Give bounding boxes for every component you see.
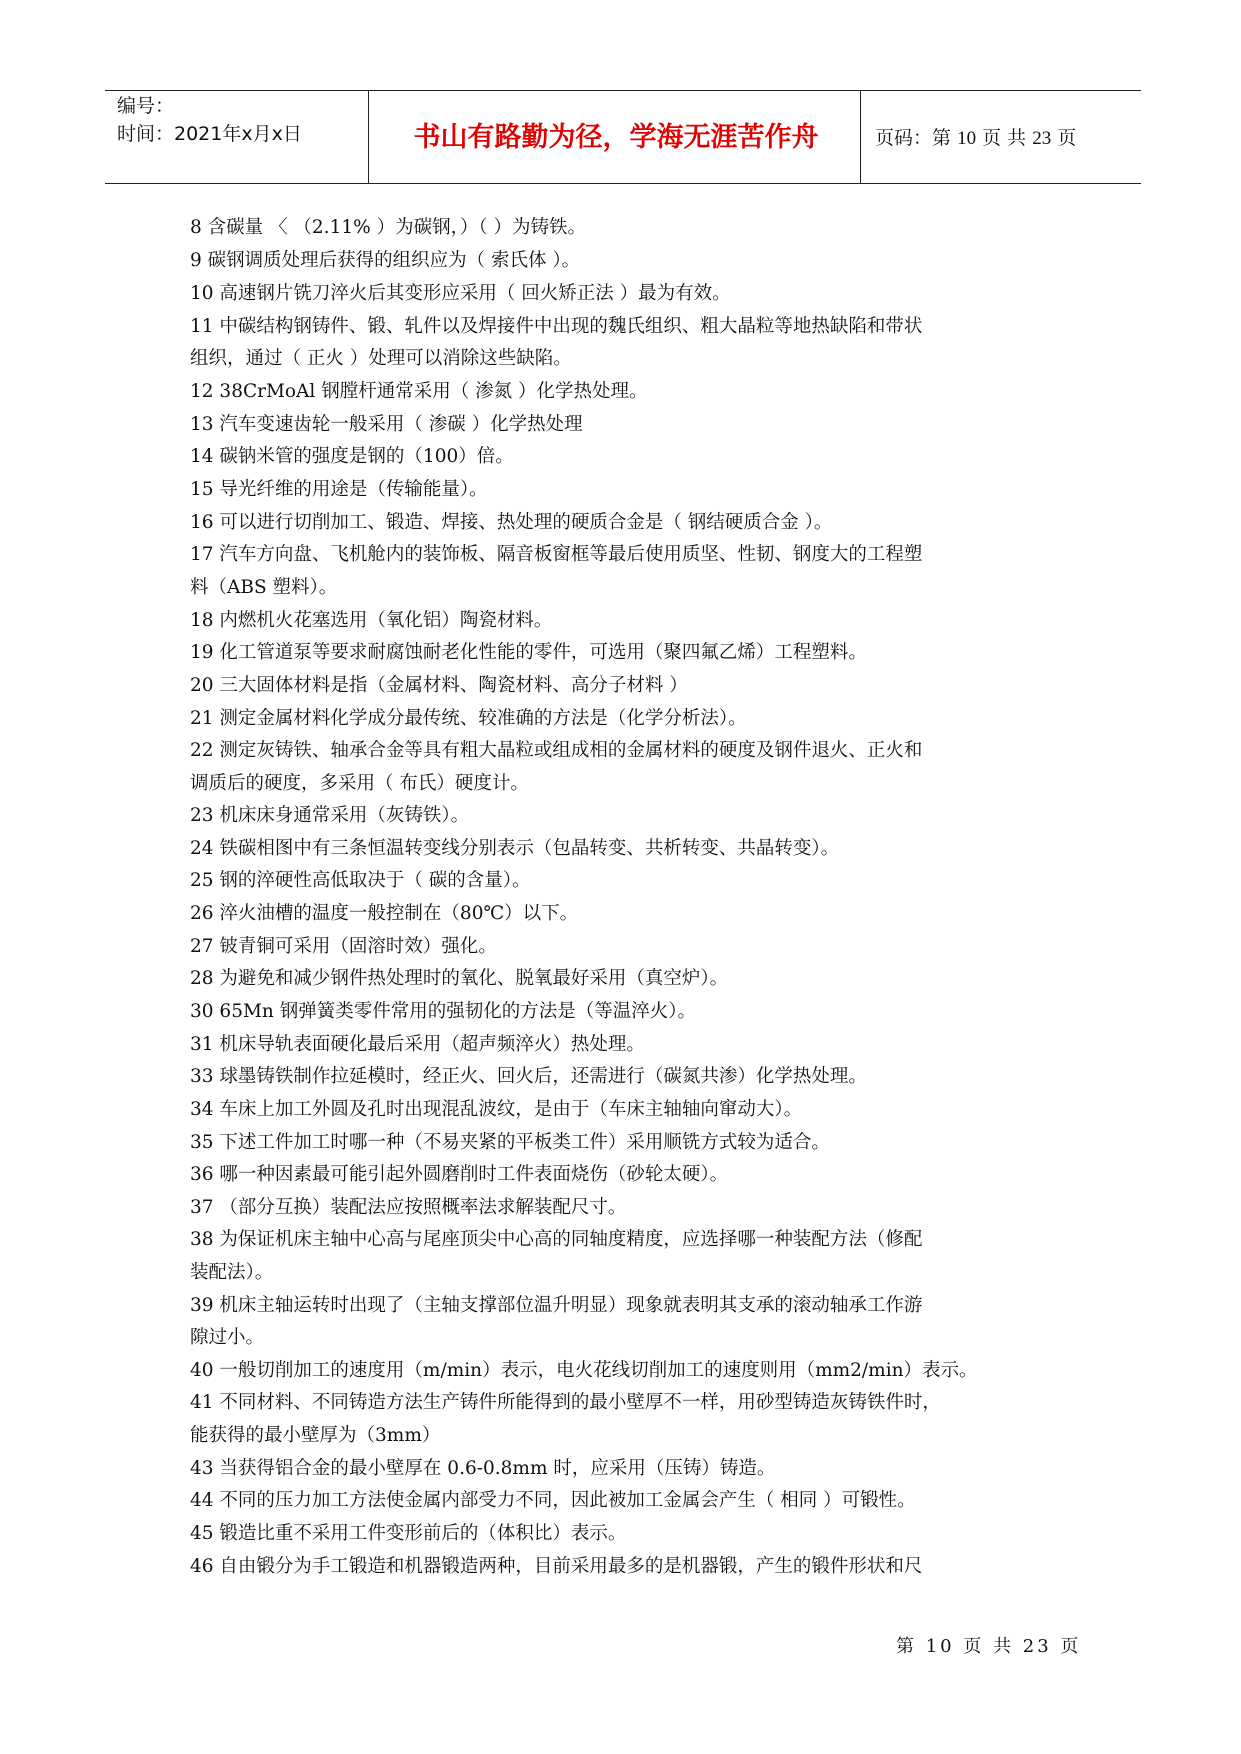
text-line: 14 碳钠米管的强度是钢的（100）倍。 <box>190 446 514 467</box>
text-line: 能获得的最小壁厚为（3mm） <box>190 1425 441 1446</box>
text-line: 12 38CrMoAl 钢膛杆通常采用（ 渗氮 ）化学热处理。 <box>190 381 648 402</box>
text-line: 11 中碳结构钢铸件、锻、轧件以及焊接件中出现的魏氏组织、粗大晶粒等地热缺陷和带状 <box>190 316 923 337</box>
text-line: 20 三大固体材料是指（金属材料、陶瓷材料、高分子材料 ） <box>190 675 688 696</box>
text-line: 21 测定金属材料化学成分最传统、较准确的方法是（化学分析法）。 <box>190 708 747 729</box>
page-footer: 第 10 页 共 23 页 <box>896 1636 1082 1657</box>
text-line: 39 机床主轴运转时出现了（主轴支撑部位温升明显）现象就表明其支承的滚动轴承工作游 <box>190 1295 923 1316</box>
text-line: 17 汽车方向盘、飞机舱内的装饰板、隔音板窗框等最后使用质坚、性韧、钢度大的工程塑 <box>190 544 923 565</box>
text-line: 19 化工管道泵等要求耐腐蚀耐老化性能的零件，可选用（聚四氟乙烯）工程塑料。 <box>190 642 867 663</box>
text-line: 9 碳钢调质处理后获得的组织应为（ 索氏体 ）。 <box>190 250 581 271</box>
page-suffix: 页 <box>1057 127 1077 149</box>
text-line: 隙过小。 <box>190 1327 265 1348</box>
text-line: 26 淬火油槽的温度一般控制在（80℃）以下。 <box>190 903 579 924</box>
text-line: 24 铁碳相图中有三条恒温转变线分别表示（包晶转变、共析转变、共晶转变）。 <box>190 838 840 859</box>
text-line: 45 锻造比重不采用工件变形前后的（体积比）表示。 <box>190 1523 627 1544</box>
text-line: 13 汽车变速齿轮一般采用（ 渗碳 ）化学热处理 <box>190 414 583 435</box>
text-line: 40 一般切削加工的速度用（m/min）表示，电火花线切削加工的速度则用（mm2/min）表示。 <box>190 1360 978 1381</box>
text-line: 8 含碳量 〈 （2.11% ）为碳钢，）（ ）为铸铁。 <box>190 217 586 238</box>
text-line: 28 为避免和减少钢件热处理时的氧化、脱氧最好采用（真空炉）。 <box>190 968 729 989</box>
header-top-rule <box>105 90 1141 91</box>
text-line: 料（ABS 塑料）。 <box>190 577 338 598</box>
text-line: 调质后的硬度，多采用（ 布氏）硬度计。 <box>190 773 529 794</box>
header-page-number <box>875 124 1076 153</box>
text-line: 10 高速钢片铣刀淬火后其变形应采用（ 回火矫正法 ）最为有效。 <box>190 283 731 304</box>
header-meta <box>117 92 302 148</box>
page-prefix: 页码：第 <box>875 127 952 149</box>
text-line: 36 哪一种因素最可能引起外圆磨削时工件表面烧伤（砂轮太硬）。 <box>190 1164 729 1185</box>
text-line: 18 内燃机火花塞选用（氧化铝）陶瓷材料。 <box>190 610 553 631</box>
time-label: 时间：2021年x月x日 <box>117 123 302 145</box>
text-line: 31 机床导轨表面硬化最后采用（超声频淬火）热处理。 <box>190 1034 645 1055</box>
text-line: 43 当获得铝合金的最小壁厚在 0.6-0.8mm 时，应采用（压铸）铸造。 <box>190 1458 776 1479</box>
page-total: 23 <box>1032 128 1052 149</box>
text-line: 23 机床床身通常采用（灰铸铁）。 <box>190 805 470 826</box>
text-line: 16 可以进行切削加工、锻造、焊接、热处理的硬质合金是（ 钢结硬质合金 ）。 <box>190 512 833 533</box>
text-line: 15 导光纤维的用途是（传输能量）。 <box>190 479 488 500</box>
page-middle: 页 共 <box>982 127 1027 149</box>
text-line: 组织，通过（ 正火 ）处理可以消除这些缺陷。 <box>190 348 572 369</box>
text-line: 27 铍青铜可采用（固溶时效）强化。 <box>190 936 497 957</box>
text-line: 30 65Mn 钢弹簧类零件常用的强韧化的方法是（等温淬火）。 <box>190 1001 696 1022</box>
header-bottom-rule <box>105 183 1141 184</box>
text-line: 22 测定灰铸铁、轴承合金等具有粗大晶粒或组成相的金属材料的硬度及钢件退火、正火和 <box>190 740 923 761</box>
text-line: 装配法）。 <box>190 1262 274 1283</box>
page-current: 10 <box>957 128 977 149</box>
header-divider-left <box>368 90 369 183</box>
text-line: 38 为保证机床主轴中心高与尾座顶尖中心高的同轴度精度，应选择哪一种装配方法（修配 <box>190 1229 923 1250</box>
text-line: 35 下述工件加工时哪一种（不易夹紧的平板类工件）采用顺铣方式较为适合。 <box>190 1132 830 1153</box>
text-line: 46 自由锻分为手工锻造和机器锻造两种，目前采用最多的是机器锻，产生的锻件形状和尺 <box>190 1556 923 1577</box>
text-line: 33 球墨铸铁制作拉延模时，经正火、回火后，还需进行（碳氮共渗）化学热处理。 <box>190 1066 867 1087</box>
text-line: 34 车床上加工外圆及孔时出现混乱波纹，是由于（车床主轴轴向窜动大）。 <box>190 1099 803 1120</box>
header-motto: 书山有路勤为径，学海无涯苦作舟 <box>413 122 819 153</box>
code-label: 编号： <box>117 95 175 117</box>
text-line: 41 不同材料、不同铸造方法生产铸件所能得到的最小壁厚不一样，用砂型铸造灰铸铁件时， <box>190 1392 941 1413</box>
text-line: 44 不同的压力加工方法使金属内部受力不同，因此被加工金属会产生（ 相同 ）可锻性。 <box>190 1490 916 1511</box>
text-line: 25 钢的淬硬性高低取决于（ 碳的含量）。 <box>190 870 531 891</box>
text-line: 37 （部分互换）装配法应按照概率法求解装配尺寸。 <box>190 1197 627 1218</box>
